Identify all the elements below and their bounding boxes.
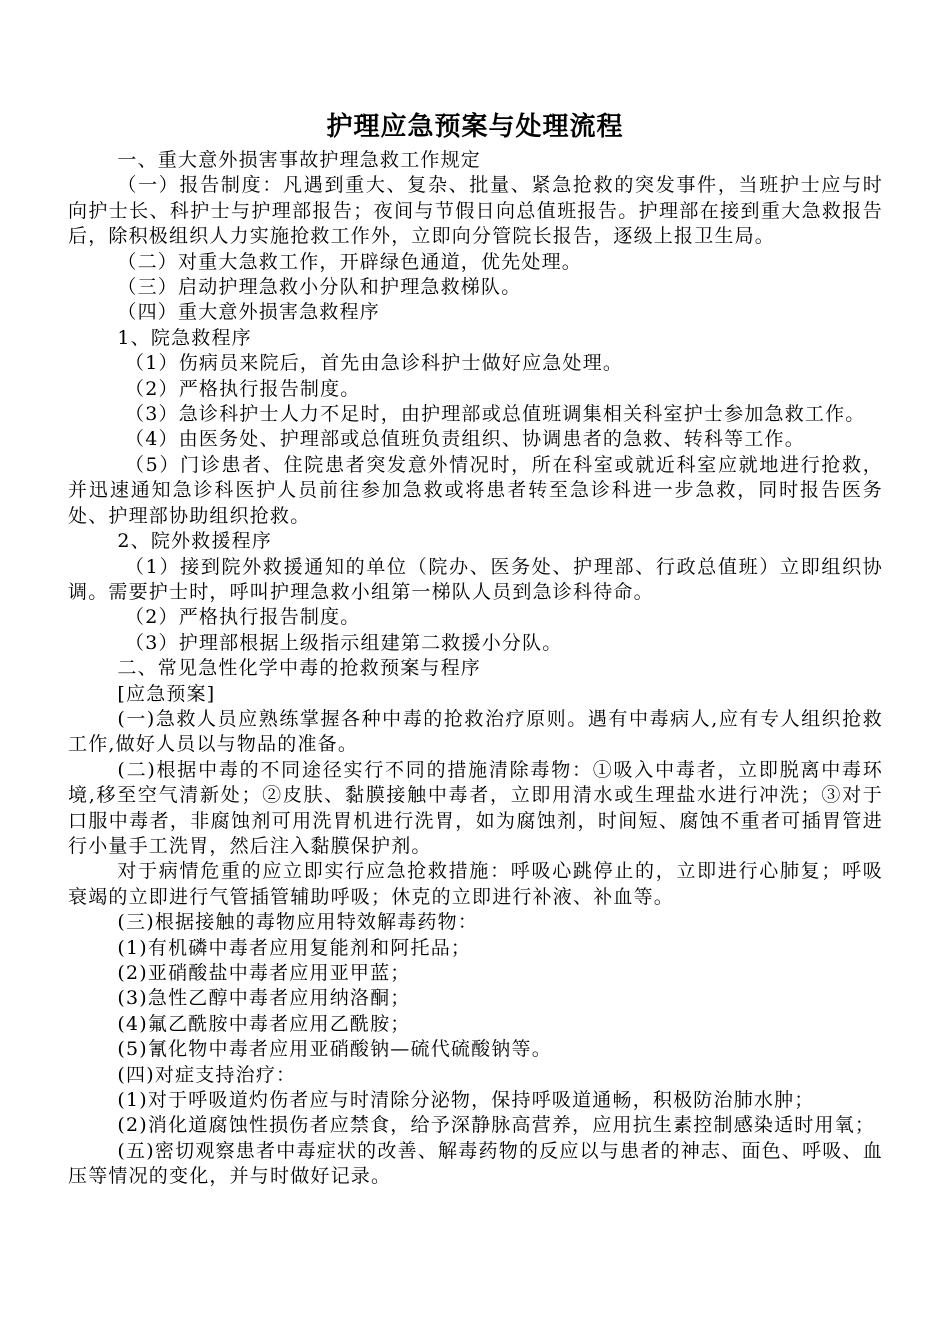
section-heading: 一、重大意外损害事故护理急救工作规定 <box>117 149 481 171</box>
list-item: （3）急诊科护士人力不足时，由护理部或总值班调集相关科室护士参加急救工作。 <box>125 403 866 426</box>
section-heading: 二、常见急性化学中毒的抢救预案与程序 <box>117 657 481 680</box>
paragraph: 对于病情危重的应立即实行应急抢救措施：呼吸心跳停止的，立即进行心肺复；呼吸衰竭的立即进行气管插管辅助呼吸；休克的立即进行补液、补血等。 <box>68 860 883 908</box>
list-item: （2）严格执行报告制度。 <box>125 606 361 629</box>
list-item: （2）严格执行报告制度。 <box>125 377 361 400</box>
paragraph: (二)根据中毒的不同途径实行不同的措施清除毒物：①吸入中毒者，立即脱离中毒环境,移至空气清新处；②皮肤、黏膜接触中毒者，立即用清水或生理盐水进行冲洗；③对于口服中毒者，非腐蚀剂可用洗胃机进行洗胃，如为腐蚀剂，时间短、腐蚀不重者可插胃管进行小量手工洗胃，然后注入黏膜保护剂。 <box>68 758 883 857</box>
list-item: (1)对于呼吸道灼伤者应与时清除分泌物，保持呼吸道通畅，积极防治肺水肿； <box>117 1089 815 1112</box>
paragraph: （二）对重大急救工作，开辟绿色通道，优先处理。 <box>117 250 582 273</box>
list-item: (2)亚硝酸盐中毒者应用亚甲蓝； <box>117 962 411 984</box>
paragraph: (四)对症支持治疗： <box>117 1063 297 1086</box>
paragraph: (一)急救人员应熟练掌握各种中毒的抢救治疗原则。遇有中毒病人,应有专人组织抢救工作,做好人员以与物品的准备。 <box>68 707 883 756</box>
list-item: (3)急性乙醇中毒者应用纳洛酮； <box>117 987 411 1010</box>
list-item: (2)消化道腐蚀性损伤者应禁食，给予深静脉高营养，应用抗生素控制感染适时用氧； <box>117 1114 876 1137</box>
list-item: （1）接到院外救援通知的单位（院办、医务处、护理部、行政总值班）立即组织协调。需要护士时，呼叫护理急救小组第一梯队人员到急诊科待命。 <box>68 555 883 603</box>
paragraph: (五)密切观察患者中毒症状的改善、解毒药物的反应以与患者的神志、面色、呼吸、血压等情况的变化，并与时做好记录。 <box>68 1139 883 1188</box>
list-item: （1）伤病员来院后，首先由急诊科护士做好应急处理。 <box>125 352 624 375</box>
subsection-heading: [应急预案] <box>117 682 216 705</box>
list-item: (4)氟乙酰胺中毒者应用乙酰胺； <box>117 1012 411 1035</box>
paragraph: （四）重大意外损害急救程序 <box>117 301 380 324</box>
paragraph: （一）报告制度：凡遇到重大、复杂、批量、紧急抢救的突发事件，当班护士应与时向护士长、科护士与护理部报告；夜间与节假日向总值班报告。护理部在接到重大急救报告后，除积极组织人力实施抢救工作外，立即向分管院长报告，逐级上报卫生局。 <box>68 174 883 248</box>
subsection-heading: 2、院外救援程序 <box>117 530 273 553</box>
paragraph: （三）启动护理急救小分队和护理急救梯队。 <box>117 276 522 299</box>
document-body <box>68 148 883 1190</box>
subsection-heading: 1、院急救程序 <box>117 326 252 349</box>
list-item: (5)氰化物中毒者应用亚硝酸钠—硫代硫酸钠等。 <box>117 1038 552 1061</box>
paragraph: (三)根据接触的毒物应用特效解毒药物： <box>117 911 479 934</box>
document-title: 护理应急预案与处理流程 <box>326 112 624 142</box>
list-item: （4）由医务处、护理部或总值班负责组织、协调患者的急救、转科等工作。 <box>125 428 805 451</box>
list-item: （5）门诊患者、住院患者突发意外情况时，所在科室或就近科室应就地进行抢救，并迅速通知急诊科医护人员前往参加急救或将患者转至急诊科进一步急救，同时报告医务处、护理部协助组织抢救。 <box>68 453 883 527</box>
list-item: （3）护理部根据上级指示组建第二救援小分队。 <box>125 631 563 654</box>
list-item: (1)有机磷中毒者应用复能剂和阿托品； <box>117 936 472 959</box>
